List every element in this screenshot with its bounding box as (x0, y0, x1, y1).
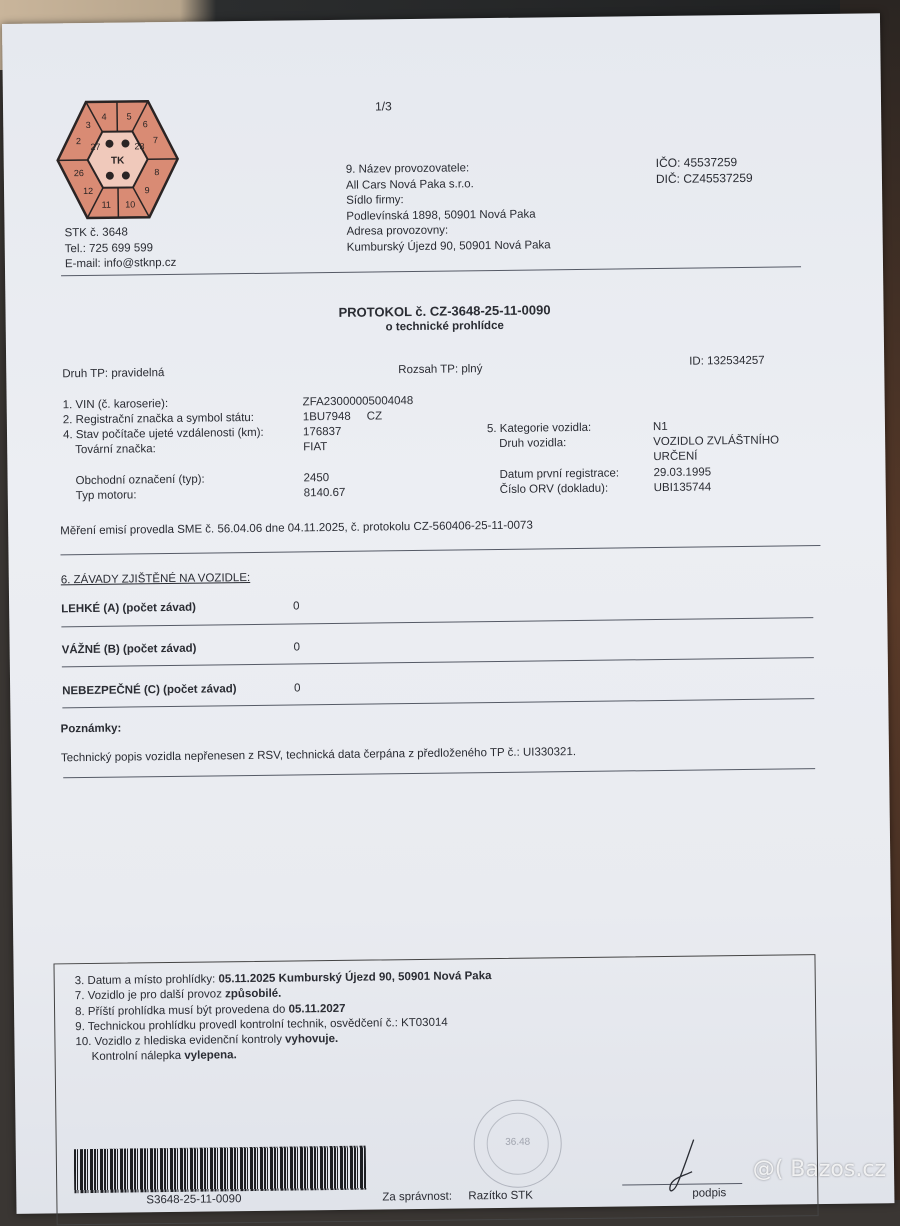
make-label: Tovární značka: (63, 441, 264, 458)
station-name: STK č. 3648 (64, 225, 176, 242)
summary-line-8: 8. Příští prohlídka musí být provedena do 05.11.2027 (75, 1000, 492, 1020)
first-registration-label: Datum první registrace: (499, 466, 619, 482)
plate-value: 1BU7948 CZ (303, 409, 414, 425)
summary-line-3: 3. Datum a místo prohlídky: 05.11.2025 Kumburský Újezd 90, 50901 Nová Paka (75, 969, 492, 989)
tax-ids (656, 155, 753, 187)
svg-text:6: 6 (143, 119, 148, 129)
bazos-watermark: @( Bazos.cz (753, 1157, 886, 1182)
divider (62, 657, 814, 667)
vehicle-values-left2 (303, 471, 345, 502)
divider (61, 617, 813, 627)
summary-line-9: 9. Technickou prohlídku provedl kontrolní technik, osvědčení č.: KT03014 (75, 1015, 492, 1035)
dic: DIČ: CZ45537259 (656, 170, 753, 187)
type-value: 2450 (303, 471, 345, 487)
engine-value: 8140.67 (304, 486, 346, 502)
svg-text:10: 10 (125, 199, 135, 209)
svg-text:7: 7 (153, 135, 158, 145)
svg-text:2: 2 (76, 136, 81, 146)
type-label: Obchodní označení (typ): (76, 473, 205, 490)
vin-value: ZFA23000005004048 (303, 394, 414, 410)
barcode (74, 1146, 367, 1194)
svg-text:26: 26 (74, 168, 84, 178)
plate-label: 2. Registrační značka a symbol státu: (63, 411, 264, 428)
station-email: E-mail: info@stknp.cz (65, 256, 177, 273)
vehicle-kind-label: Druh vozidla: (487, 436, 591, 452)
svg-text:8: 8 (154, 167, 159, 177)
divider (60, 545, 820, 555)
notes-text: Technický popis vozidla nepřenesen z RSV, technická data čerpána z předloženého TP č.: UI330321. (61, 746, 576, 764)
vehicle-labels-right (487, 421, 592, 452)
summary-line-7: 7. Vozidlo je pro další provoz způsobilé. (75, 984, 492, 1004)
svg-text:4: 4 (102, 112, 107, 122)
engine-label: Typ motoru: (76, 488, 205, 505)
defect-light-label: LEHKÉ (A) (počet závad) (61, 602, 196, 616)
svg-text:27: 27 (90, 142, 100, 152)
vehicle-values-left (303, 394, 414, 455)
category-label: 5. Kategorie vozidla: (487, 421, 591, 437)
category-value: N1 (653, 419, 779, 436)
protocol-title: PROTOKOL č. CZ-3648-25-11-0090 (5, 298, 883, 324)
defect-dangerous-count: 0 (294, 682, 301, 694)
ico: IČO: 45537259 (656, 155, 753, 172)
station-phone: Tel.: 725 699 599 (65, 240, 177, 257)
stamp-number: 36.48 (475, 1136, 561, 1148)
defect-dangerous-label: NEBEZPEČNÉ (C) (počet závad) (62, 683, 237, 697)
odometer-value: 176837 (303, 424, 414, 440)
defect-light-count: 0 (293, 600, 300, 612)
operator-name-label: 9. Název provozovatele: (346, 160, 550, 178)
orv-label: Číslo ORV (dokladu): (500, 481, 620, 497)
defects-heading: 6. ZÁVADY ZJIŠTĚNÉ NA VOZIDLE: (61, 572, 251, 586)
protocol-sheet (2, 13, 894, 1214)
svg-text:28: 28 (134, 141, 144, 151)
emissions-line: Měření emisí provedla SME č. 56.04.06 dne 04.11.2025, č. protokolu CZ-560406-25-11-0073 (60, 520, 533, 538)
podpis-label: podpis (692, 1187, 726, 1199)
logo-label: TK (111, 156, 125, 167)
first-registration-value: 29.03.1995 (653, 465, 711, 481)
stk-hexagon-logo (55, 97, 181, 223)
svg-text:12: 12 (83, 186, 93, 196)
operator-address: Kumburský Újezd 90, 50901 Nová Paka (347, 238, 551, 256)
operator-address-label: Adresa provozovny: (346, 222, 550, 240)
notes-heading: Poznámky: (61, 723, 122, 736)
svg-text:9: 9 (144, 185, 149, 195)
vehicle-values-right2 (653, 465, 711, 496)
summary-line-10: 10. Vozidlo z hlediska evidenční kontroly vyhovuje. (75, 1030, 492, 1050)
defect-serious-count: 0 (294, 641, 301, 653)
protocol-scope: Rozsah TP: plný (398, 363, 482, 376)
divider (63, 768, 815, 778)
svg-text:5: 5 (127, 111, 132, 121)
barcode-text: S3648-25-11-0090 (146, 1193, 241, 1206)
make-value: FIAT (303, 439, 414, 455)
svg-text:3: 3 (86, 120, 91, 130)
za-spravnost-label: Za správnost: (382, 1191, 452, 1204)
summary-line-sticker: Kontrolní nálepka vylepena. (76, 1046, 493, 1066)
protocol-id: ID: 132534257 (689, 355, 765, 368)
operator-name: All Cars Nová Paka s.r.o. (346, 176, 550, 194)
orv-value: UBI135744 (654, 480, 712, 496)
station-info (64, 225, 176, 273)
summary-lines (75, 969, 493, 1066)
razitko-label: Razítko STK (468, 1190, 533, 1203)
vin-label: 1. VIN (č. karoserie): (63, 396, 264, 413)
protocol-subtitle: o technické prohlídce (6, 315, 884, 338)
operator-seat-label: Sídlo firmy: (346, 191, 550, 209)
svg-text:11: 11 (101, 200, 110, 210)
vehicle-labels-left2 (76, 473, 205, 505)
defect-serious-label: VÁŽNÉ (B) (počet závad) (62, 643, 197, 657)
page-number: 1/3 (375, 99, 392, 113)
operator-seat: Podlevínská 1898, 50901 Nová Paka (346, 207, 550, 225)
operator-block (346, 160, 551, 255)
odometer-label: 4. Stav počítače ujeté vzdálenosti (km): (63, 426, 264, 443)
vehicle-labels-left (63, 396, 264, 458)
vehicle-labels-right2 (499, 466, 619, 497)
vehicle-kind-value: VOZIDLO ZVLÁŠTNÍHO (653, 434, 779, 451)
divider (62, 698, 814, 708)
vehicle-kind-value-2: URČENÍ (653, 449, 779, 466)
protocol-type: Druh TP: pravidelná (62, 367, 164, 380)
vehicle-values-right (653, 419, 779, 466)
